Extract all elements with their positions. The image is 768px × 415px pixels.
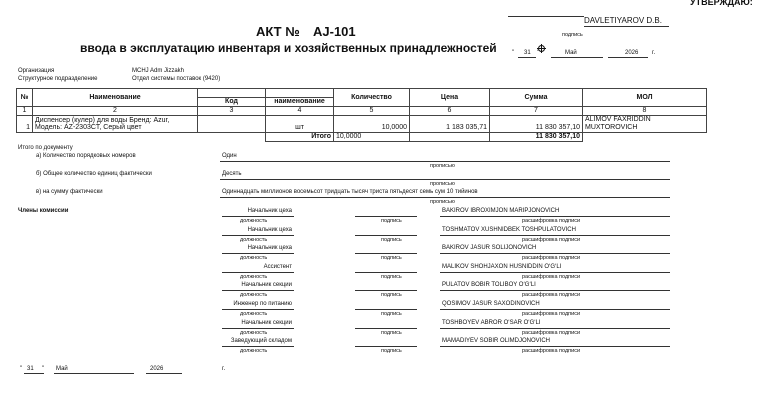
org-value: MCHJ Adm Jizzakh: [132, 68, 185, 74]
member-name-line: [440, 235, 670, 236]
member-position-caption: должность: [240, 348, 268, 355]
member-position-line: [222, 216, 294, 217]
approval-date-month: Май: [565, 50, 577, 56]
member-name-line: [440, 253, 670, 254]
dept-value: Отдел системы поставок (9420): [132, 76, 221, 82]
header-sum: Сумма: [490, 89, 583, 107]
summary-count-line: [220, 161, 670, 162]
member-position-caption: должность: [240, 273, 268, 280]
member-position: Начальник секции: [241, 319, 292, 326]
member-name-caption: расшифровка подписи: [522, 292, 581, 299]
member-position-caption: должность: [240, 329, 268, 336]
member-name: MALIKOV SHOHJAXON HUSNIDDIN O‘G‘LI: [442, 263, 562, 270]
dept-label: Структурное подразделение: [18, 76, 98, 82]
total-qty: 10,0000: [334, 133, 410, 142]
approver-name: DAVLETIYAROV D.B.: [584, 16, 662, 25]
member-signature-caption: подпись: [381, 273, 402, 280]
footer-date-month-line: [54, 373, 134, 374]
member-position-line: [222, 328, 294, 329]
total-spacer: [17, 133, 33, 142]
total-price-empty: [410, 133, 490, 142]
member-name-caption: расшифровка подписи: [522, 218, 581, 224]
member-name-caption: расшифровка подписи: [522, 311, 581, 317]
member-name-line: [440, 290, 670, 291]
inventory-table: [16, 88, 707, 142]
member-signature-line: [355, 272, 417, 273]
member-name-caption: расшифровка подписи: [522, 236, 581, 243]
col-number: 7: [490, 107, 583, 116]
member-signature-line: [355, 328, 417, 329]
member-signature-line: [355, 290, 417, 291]
member-position: Начальник цеха: [247, 208, 292, 214]
member-name-caption: расшифровка подписи: [522, 255, 581, 262]
member-name: PULATOV BOBIR TOLIBOY O‘G‘LI: [442, 282, 536, 289]
member-position-caption: должность: [240, 218, 268, 224]
member-position: Заведующий складом: [230, 338, 292, 345]
row-item-name-line2: Модель: AZ-2303CT, Серый цвет: [35, 124, 142, 131]
footer-date-month: Май: [56, 366, 68, 372]
approval-signature-line: [508, 16, 584, 17]
summary-units-label: б) Общее количество единиц фактически: [36, 171, 152, 177]
row-price: 1 183 035,71: [410, 116, 490, 133]
member-position-line: [222, 235, 294, 236]
row-num: 1: [17, 116, 33, 133]
row-code: [198, 116, 266, 133]
total-spacer: [33, 133, 198, 142]
member-position: Начальник секции: [241, 282, 292, 289]
footer-date-year-line: [146, 373, 182, 374]
approval-date-quote-open: ": [512, 50, 515, 56]
summary-count-label: а) Количество порядковых номеров: [36, 153, 136, 159]
member-name: QOSIMOV JASUR SAXODINOVICH: [442, 301, 540, 307]
footer-date-year: 2026: [150, 366, 164, 372]
member-signature-caption: подпись: [381, 218, 402, 224]
member-position: Инженер по питанию: [233, 301, 292, 307]
footer-date-day: 31: [27, 366, 34, 372]
table-row: [17, 116, 707, 133]
approval-date-day-line: [518, 57, 536, 58]
total-label: Итого: [266, 133, 334, 142]
approval-date-quote-close: ": [537, 50, 540, 56]
col-number: 5: [334, 107, 410, 116]
member-position-caption: должность: [240, 255, 268, 262]
member-name-caption: расшифровка подписи: [522, 273, 581, 280]
member-signature-caption: подпись: [381, 236, 402, 243]
member-name-line: [440, 346, 670, 347]
approval-date-year-suffix: г.: [652, 50, 656, 56]
approver-name-line: [584, 26, 669, 27]
member-name: TOSHMATOV XUSHNIDBEK TOSHPULATOVICH: [442, 226, 576, 233]
approval-heading: УТВЕРЖДАЮ:: [690, 0, 753, 7]
summary-units-caption: прописью: [430, 181, 455, 187]
member-signature-line: [355, 346, 417, 347]
footer-date-quote-close: ": [42, 366, 45, 372]
member-position-caption: должность: [240, 311, 268, 317]
approval-signature-caption: подпись: [562, 32, 583, 38]
header-num: №: [17, 89, 33, 107]
member-position-line: [222, 290, 294, 291]
member-name: TOSHBOYEV ABROR O‘SAR O‘G‘LI: [442, 319, 541, 326]
total-spacer: [198, 133, 266, 142]
member-name-line: [440, 272, 670, 273]
member-name-caption: расшифровка подписи: [522, 329, 581, 336]
footer-date-day-line: [24, 373, 44, 374]
member-name-line: [440, 328, 670, 329]
summary-amount-value: Одиннадцать миллионов восемьсот тридцать тысяч триста пятьдесят семь сум 10 тийинов: [222, 189, 478, 195]
row-qty: 10,0000: [334, 116, 410, 133]
header-name: Наименование: [33, 89, 198, 107]
member-position: Начальник цеха: [247, 226, 292, 233]
approval-date-month-line: [551, 57, 603, 58]
member-position-line: [222, 346, 294, 347]
member-signature-line: [355, 216, 417, 217]
org-label: Организация: [18, 68, 55, 74]
header-unit-spacer: [198, 89, 266, 98]
summary-amount-caption: прописью: [430, 199, 455, 205]
row-sum: 11 830 357,10: [490, 116, 583, 133]
col-number: 1: [17, 107, 33, 116]
member-position-line: [222, 253, 294, 254]
member-position: Начальник цеха: [247, 245, 292, 252]
member-signature-line: [355, 253, 417, 254]
member-signature-line: [355, 309, 417, 310]
member-signature-caption: подпись: [381, 329, 402, 336]
header-code: Код: [198, 98, 266, 107]
member-name: BAKIROV JASUR SOLIJONOVICH: [442, 245, 537, 252]
row-item-name: [33, 116, 198, 133]
footer-date-quote-open: ": [20, 366, 23, 372]
approval-date-year: 2026: [625, 50, 639, 56]
approval-date-year-line: [608, 57, 648, 58]
total-sum: 11 830 357,10: [490, 133, 583, 142]
member-position: Ассистент: [263, 263, 292, 270]
member-position-line: [222, 272, 294, 273]
member-signature-caption: подпись: [381, 311, 402, 317]
summary-units-value: Десять: [222, 171, 242, 177]
header-qty: Количество: [334, 89, 410, 107]
member-name-caption: расшифровка подписи: [522, 348, 581, 355]
row-item-name-line1: Диспенсер (кулер) для воды Бренд: Azur,: [35, 117, 170, 124]
summary-units-line: [220, 179, 670, 180]
member-position-caption: должность: [240, 292, 268, 299]
member-signature-caption: подпись: [381, 255, 402, 262]
footer-date-year-suffix: г.: [222, 366, 226, 372]
member-signature-line: [355, 235, 417, 236]
col-number: 2: [33, 107, 198, 116]
row-mol: ALIMOV FAXRIDDIN MUXTOROVICH: [583, 116, 707, 133]
act-label: АКТ №: [256, 24, 300, 39]
member-name: MAMADIYEV SOBIR OLIMDJONOVICH: [442, 338, 551, 345]
header-price: Цена: [410, 89, 490, 107]
summary-count-value: Один: [222, 153, 237, 159]
row-unit: шт: [266, 116, 334, 133]
header-mol: МОЛ: [583, 89, 707, 107]
header-unit-spacer-2: [266, 89, 334, 98]
member-signature-caption: подпись: [381, 348, 402, 355]
member-signature-caption: подпись: [381, 292, 402, 299]
col-number: 4: [266, 107, 334, 116]
summary-heading: Итого по документу: [18, 145, 73, 151]
act-number: AJ-101: [313, 24, 356, 39]
member-position-line: [222, 309, 294, 310]
crosshair-cursor-icon: [537, 44, 546, 53]
summary-amount-line: [220, 197, 670, 198]
col-number: 8: [583, 107, 707, 116]
col-number: 6: [410, 107, 490, 116]
summary-count-caption: прописью: [430, 163, 455, 169]
document-subtitle: ввода в эксплуатацию инвентаря и хозяйственных принадлежностей: [80, 41, 497, 55]
member-name-line: [440, 216, 670, 217]
total-spacer: [583, 133, 707, 142]
summary-amount-label: в) на сумму фактически: [36, 189, 103, 195]
approval-date-day: 31: [524, 50, 531, 56]
member-name: BAKIROV IBROXIMJON MARIPJONOVICH: [442, 208, 560, 214]
commission-heading: Члены комиссии: [18, 208, 69, 214]
member-name-line: [440, 309, 670, 310]
col-number: 3: [198, 107, 266, 116]
header-unit-name: наименование: [266, 98, 334, 107]
member-position-caption: должность: [240, 236, 268, 243]
